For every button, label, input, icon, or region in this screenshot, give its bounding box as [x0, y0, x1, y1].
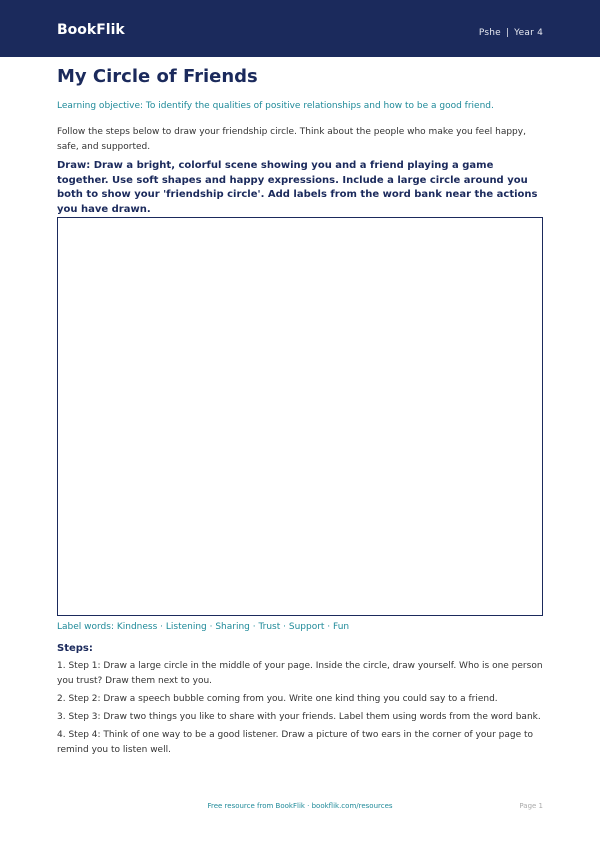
drawing-area[interactable] [57, 217, 543, 616]
footer-credit: Free resource from BookFlik · bookflik.com/resources [207, 802, 393, 810]
brand-logo: BookFlik [57, 22, 125, 38]
step-item: 3. Step 3: Draw two things you like to share with your friends. Label them using words from the word bank. [57, 712, 541, 722]
steps-heading: Steps: [57, 643, 93, 654]
header-meta [479, 28, 543, 38]
step-item: 4. Step 4: Think of one way to be a good listener. Draw a picture of two ears in the corner of your page to remind you to listen well. [57, 730, 534, 755]
step-item: 1. Step 1: Draw a large circle in the middle of your page. Inside the circle, draw yourself. Who is one person you trust? Draw them next to you. [57, 661, 543, 686]
subject-label: Pshe [478, 28, 501, 38]
learning-objective: Learning objective: To identify the qualities of positive relationships and how to be a good friend. [57, 101, 494, 111]
draw-instruction: Draw: Draw a bright, colorful scene showing you and a friend playing a game together. Use soft shapes and happy expressions. Include a large circle around you both to show your 'friendship circle'. Add labels from the word bank near the actions you have drawn. [57, 160, 538, 215]
meta-separator: | [505, 28, 510, 38]
word-bank: Label words: Kindness · Listening · Sharing · Trust · Support · Fun [57, 622, 350, 632]
page-title: My Circle of Friends [57, 66, 258, 87]
header-bar [0, 0, 600, 57]
page-number: Page 1 [519, 802, 543, 810]
step-item: 2. Step 2: Draw a speech bubble coming from you. Write one kind thing you could say to a friend. [57, 694, 498, 704]
year-label: Year 4 [514, 28, 543, 38]
steps-list [57, 659, 543, 761]
intro-text: Follow the steps below to draw your friendship circle. Think about the people who make you feel happy, safe, and supported. [57, 127, 526, 152]
